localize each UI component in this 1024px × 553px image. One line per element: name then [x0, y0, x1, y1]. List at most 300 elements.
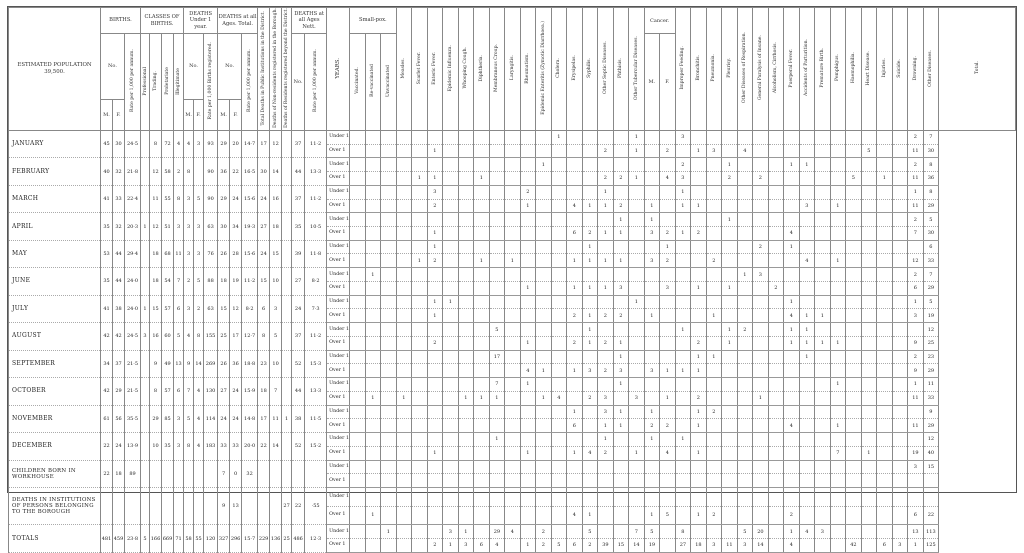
cause-cell: [846, 433, 862, 447]
cause-label-whooping-cough: Whooping Cough.: [463, 47, 469, 89]
cell-ar: 14·7: [242, 130, 258, 157]
births-rate-header: [125, 34, 141, 131]
cause-cell: 33: [923, 391, 939, 405]
cause-cell: 4: [660, 446, 676, 460]
cell-bm: 53: [101, 240, 113, 267]
cause-cell: [768, 254, 784, 268]
cause-cell: 19: [923, 309, 939, 323]
cause-cell: [598, 506, 614, 525]
cause-cell: [567, 185, 583, 199]
cell-cp: 1: [141, 213, 150, 240]
cause-cell: [815, 185, 831, 199]
cause-cell: [768, 474, 784, 488]
cause-cell: [458, 254, 474, 268]
cell-ct: 166: [150, 525, 162, 553]
cause-cell: [815, 419, 831, 433]
cell-ci: 71: [174, 525, 184, 553]
cell-dr: 63: [204, 295, 218, 322]
cause-cell: 1: [675, 199, 691, 213]
cause-cell: [567, 474, 583, 488]
cause-cell: [551, 460, 567, 474]
cell-bm: 45: [101, 130, 113, 157]
cell-nrate: 11·2: [305, 130, 327, 157]
cause-header-suicide: [892, 8, 908, 131]
cause-cell: [830, 538, 846, 552]
cause-cell: 1: [675, 323, 691, 337]
cause-cell: [365, 254, 381, 268]
cause-cell: 2: [536, 525, 552, 539]
cell-dn: 3: [184, 240, 194, 267]
cause-cell: 2: [706, 254, 722, 268]
cause-cell: [815, 213, 831, 227]
cause-cell: [830, 227, 846, 241]
cause-cell: [350, 323, 366, 337]
cause-cell: [892, 295, 908, 309]
cause-cell: 1: [598, 227, 614, 241]
cause-cell: 15: [613, 538, 629, 552]
cell-am: 27: [218, 378, 230, 405]
cause-cell: 1: [412, 254, 428, 268]
cause-cell: [846, 213, 862, 227]
cause-cell: [706, 268, 722, 282]
cause-cell: [722, 446, 738, 460]
cause-cell: [396, 199, 412, 213]
cell-nrate: 11·2: [305, 185, 327, 212]
cause-cell: 1: [784, 240, 800, 254]
cause-cell: [644, 474, 660, 488]
cause-cell: 4: [520, 364, 536, 378]
cause-cell: [396, 538, 412, 552]
cell-af: 19: [230, 268, 242, 295]
cause-cell: [815, 295, 831, 309]
cause-cell: 2: [582, 227, 598, 241]
cause-label-measles: Measles.: [401, 57, 407, 79]
cause-cell: [815, 199, 831, 213]
cell-bf: 30: [113, 130, 125, 157]
cause-cell: [753, 130, 769, 144]
cause-header-enteric-fever: [427, 8, 443, 131]
deaths-u1-m-header: M.: [184, 99, 194, 130]
cause-cell: [427, 405, 443, 419]
public-institutions-label: Total Deaths in Public Institutions in the District.: [261, 10, 267, 126]
cause-cell: [737, 240, 753, 254]
cell-bf: 56: [113, 405, 125, 432]
cause-cell: [396, 460, 412, 474]
cause-cell: [567, 158, 583, 172]
cause-label-other-diseases: Other Diseases.: [928, 49, 934, 87]
cause-cell: [396, 295, 412, 309]
cause-cell: [892, 323, 908, 337]
cause-cell: 1: [644, 213, 660, 227]
cause-cell: [381, 487, 397, 506]
cause-cell: [365, 446, 381, 460]
cause-cell: 6: [567, 538, 583, 552]
cause-cell: [768, 405, 784, 419]
cell-am: 327: [218, 525, 230, 553]
cause-cell: [629, 309, 645, 323]
cause-cell: [660, 295, 676, 309]
cause-cell: 5: [861, 144, 877, 158]
cause-label-parturition: Accidents of Parturition.: [804, 39, 810, 97]
cause-cell: [443, 433, 459, 447]
cause-cell: [908, 323, 924, 337]
cause-cell: [458, 446, 474, 460]
cell-dm: [194, 487, 204, 524]
cause-cell: [505, 538, 521, 552]
cause-cell: [505, 268, 521, 282]
cause-cell: [722, 144, 738, 158]
cause-cell: 1: [784, 525, 800, 539]
cell-br: 24·5: [125, 323, 141, 350]
cause-cell: [675, 281, 691, 295]
cause-cell: [412, 446, 428, 460]
cause-cell: [753, 213, 769, 227]
cell-bm: 481: [101, 525, 113, 553]
cause-cell: 29: [923, 199, 939, 213]
cause-cell: 2: [598, 144, 614, 158]
cell-cl: 72: [162, 130, 174, 157]
cause-cell: [613, 144, 629, 158]
cause-cell: [892, 405, 908, 419]
cell-ci: 3: [174, 433, 184, 460]
cause-cell: [520, 350, 536, 364]
cause-cell: 2: [691, 227, 707, 241]
cause-cell: [474, 419, 490, 433]
cause-cell: 3: [613, 281, 629, 295]
cause-cell: [458, 460, 474, 474]
cause-cell: [582, 419, 598, 433]
cell-bm: 61: [101, 405, 113, 432]
cause-cell: [722, 460, 738, 474]
cause-cell: [706, 419, 722, 433]
cause-cell: [691, 213, 707, 227]
cell-nn: 22: [292, 487, 305, 524]
cause-cell: [365, 538, 381, 552]
cause-header-pleurisy: [722, 8, 738, 131]
cause-cell: [350, 268, 366, 282]
cause-cell: 1: [830, 378, 846, 392]
cause-cell: [660, 130, 676, 144]
cause-cell: [784, 433, 800, 447]
cell-dm: 2: [194, 295, 204, 322]
cause-cell: [799, 419, 815, 433]
cause-cell: [722, 130, 738, 144]
cause-cell: [443, 240, 459, 254]
cause-cell: [489, 130, 505, 144]
cause-cell: 1: [613, 213, 629, 227]
cell-am: 7: [218, 460, 230, 487]
cause-cell: [815, 227, 831, 241]
cause-cell: [458, 405, 474, 419]
year-label-over-1: Over 1: [327, 254, 350, 268]
cell-bm: 34: [101, 350, 113, 377]
cause-label-paralysis: General Paralysis of Insane.: [757, 35, 763, 101]
cause-cell: [830, 158, 846, 172]
year-label-over-1: Over 1: [327, 309, 350, 323]
cause-header-phthisis: [613, 8, 629, 131]
cause-cell: [815, 487, 831, 506]
cause-cell: [830, 474, 846, 488]
cell-cp: 5: [141, 525, 150, 553]
cause-cell: [892, 144, 908, 158]
cell-ci: 8: [174, 185, 184, 212]
cause-cell: [644, 446, 660, 460]
cell-bm: 42: [101, 378, 113, 405]
cause-cell: [846, 460, 862, 474]
cell-dr: 63: [204, 213, 218, 240]
table-row: [9, 240, 1016, 254]
cause-cell: [427, 487, 443, 506]
cause-cell: [815, 378, 831, 392]
cause-cell: 2: [598, 309, 614, 323]
cause-cell: [567, 378, 583, 392]
cause-cell: [861, 391, 877, 405]
cause-label-pneumonia: Pneumonia.: [711, 54, 717, 82]
cause-cell: [412, 538, 428, 552]
cell-ci: 6: [174, 378, 184, 405]
cause-cell: [458, 378, 474, 392]
cause-cell: [520, 227, 536, 241]
cause-cell: [768, 350, 784, 364]
cause-label-syphilis: Syphilis.: [587, 58, 593, 78]
cause-cell: [582, 405, 598, 419]
cause-cell: [582, 378, 598, 392]
cause-cell: 2: [598, 172, 614, 186]
cell-ct: 29: [150, 405, 162, 432]
cause-cell: [536, 213, 552, 227]
cause-header-diphtheria: [474, 8, 490, 131]
cause-cell: [365, 419, 381, 433]
cause-cell: 2: [598, 446, 614, 460]
cause-cell: [737, 474, 753, 488]
cause-cell: 1: [737, 268, 753, 282]
cause-cell: [691, 460, 707, 474]
cell-dm: 3: [194, 130, 204, 157]
cause-cell: [830, 323, 846, 337]
cause-cell: [877, 268, 893, 282]
cause-cell: 2: [753, 172, 769, 186]
cause-cell: [520, 144, 536, 158]
cause-cell: [660, 268, 676, 282]
cause-label-suicide: Suicide.: [897, 58, 903, 78]
cause-cell: 9: [908, 364, 924, 378]
cause-cell: 1: [582, 199, 598, 213]
cause-cell: [768, 433, 784, 447]
births-m-header: M.: [101, 99, 113, 130]
cause-cell: 1: [365, 391, 381, 405]
cause-cell: [846, 158, 862, 172]
cell-rb: 1: [282, 405, 292, 432]
cause-cell: [892, 281, 908, 295]
cause-cell: [753, 433, 769, 447]
cause-cell: [536, 487, 552, 506]
cause-cell: [412, 158, 428, 172]
cause-cell: [396, 525, 412, 539]
cause-label-puerperal: Puerperal Fever.: [788, 48, 794, 88]
cause-cell: [830, 350, 846, 364]
cause-cell: 2: [613, 172, 629, 186]
cause-cell: 29: [923, 419, 939, 433]
cause-cell: [365, 185, 381, 199]
cause-cell: [706, 281, 722, 295]
cause-cell: [520, 323, 536, 337]
cause-cell: [365, 281, 381, 295]
cause-cell: [381, 213, 397, 227]
cause-cell: 1: [629, 130, 645, 144]
cause-cell: [629, 364, 645, 378]
cell-ar: 8·2: [242, 295, 258, 322]
cause-cell: [381, 350, 397, 364]
cause-cell: [660, 350, 676, 364]
cause-cell: 3: [753, 268, 769, 282]
year-label-under-1: Under 1: [327, 268, 350, 282]
cell-dm: 5: [194, 185, 204, 212]
cell-dm: 4: [194, 433, 204, 460]
cause-cell: [892, 391, 908, 405]
cause-label-phthisis: Phthisis.: [618, 57, 624, 78]
cause-cell: [365, 525, 381, 539]
cause-cell: 1: [598, 433, 614, 447]
cause-cell: [412, 309, 428, 323]
cause-cell: [567, 391, 583, 405]
cell-bf: 37: [113, 350, 125, 377]
cause-cell: 1: [722, 158, 738, 172]
cause-cell: [861, 433, 877, 447]
cause-cell: [815, 130, 831, 144]
cause-cell: [443, 227, 459, 241]
cause-cell: 4: [567, 506, 583, 525]
cause-cell: [443, 254, 459, 268]
cause-cell: [629, 199, 645, 213]
cause-cell: [784, 130, 800, 144]
deaths-all-ages-total-header: DEATHS at all Ages. Total.: [218, 8, 258, 34]
cell-nn: 52: [292, 350, 305, 377]
deaths-u1-rate-label: Rate per 1,000 Births registered.: [208, 42, 214, 120]
cause-cell: 1: [567, 405, 583, 419]
cause-cell: [582, 144, 598, 158]
cause-cell: 29: [489, 525, 505, 539]
cell-nrate: 13·3: [305, 378, 327, 405]
cell-cp: [141, 268, 150, 295]
cause-cell: [350, 130, 366, 144]
cell-nn: 37: [292, 130, 305, 157]
cause-cell: [505, 144, 521, 158]
cell-br: 21·5: [125, 378, 141, 405]
cause-header-other-diseases: [923, 8, 939, 131]
cause-cell: [877, 240, 893, 254]
classes-of-births-header: CLASSES OF BIRTHS.: [141, 8, 184, 34]
cause-header-parturition: [799, 8, 815, 131]
non-residents-header: [270, 8, 282, 131]
cause-cell: 1: [613, 227, 629, 241]
cause-cell: [551, 419, 567, 433]
cell-bm: 35: [101, 213, 113, 240]
cause-cell: [706, 240, 722, 254]
cell-nrate: 13·3: [305, 158, 327, 185]
cause-cell: [474, 487, 490, 506]
cause-cell: [644, 240, 660, 254]
cause-cell: 1: [582, 240, 598, 254]
cause-cell: [861, 158, 877, 172]
cause-cell: [737, 487, 753, 506]
cause-cell: [520, 213, 536, 227]
cause-cell: [737, 199, 753, 213]
cell-cl: 57: [162, 378, 174, 405]
cell-nn: 44: [292, 378, 305, 405]
cause-cell: [412, 350, 428, 364]
cause-cell: [753, 405, 769, 419]
cause-cell: [768, 391, 784, 405]
year-label-under-1: Under 1: [327, 378, 350, 392]
cause-cell: [582, 295, 598, 309]
cause-cell: [861, 474, 877, 488]
cause-cell: [567, 144, 583, 158]
cause-cell: [908, 487, 924, 506]
cause-cell: [877, 364, 893, 378]
cause-cell: 23: [923, 350, 939, 364]
cause-cell: [722, 506, 738, 525]
cause-header-scarlet-fever: [412, 8, 428, 131]
cause-header-measles: [396, 8, 412, 131]
cell-pi: 23: [258, 350, 270, 377]
cause-cell: [830, 130, 846, 144]
cause-cell: [567, 295, 583, 309]
cause-cell: [350, 474, 366, 488]
cause-cell: [551, 474, 567, 488]
cause-cell: [877, 525, 893, 539]
cause-cell: 1: [613, 350, 629, 364]
cause-cell: [737, 295, 753, 309]
cause-cell: [753, 364, 769, 378]
cause-cell: [846, 525, 862, 539]
cause-cell: [350, 240, 366, 254]
cause-header-tubercular: [629, 8, 645, 131]
cause-cell: [381, 281, 397, 295]
cause-cell: [551, 227, 567, 241]
cause-cell: [892, 199, 908, 213]
cause-cell: [722, 199, 738, 213]
cause-cell: [846, 199, 862, 213]
cause-cell: [505, 446, 521, 460]
cause-cell: [675, 405, 691, 419]
cause-cell: [722, 378, 738, 392]
cell-rb: [282, 130, 292, 157]
cause-cell: [474, 185, 490, 199]
table-row: [9, 405, 1016, 419]
cause-header-injuries: [877, 8, 893, 131]
cause-cell: [598, 350, 614, 364]
cause-cell: [768, 144, 784, 158]
cause-cell: 1: [474, 254, 490, 268]
cause-cell: 1: [644, 405, 660, 419]
cause-cell: [350, 172, 366, 186]
cell-af: 24: [230, 405, 242, 432]
cause-cell: 5: [551, 538, 567, 552]
cause-cell: [877, 199, 893, 213]
cause-cell: [892, 130, 908, 144]
cause-cell: 2: [768, 281, 784, 295]
cause-header-erysipelas: [567, 8, 583, 131]
cause-label-heart-disease: Heart Disease.: [866, 50, 872, 86]
cell-nr: 14: [270, 433, 282, 460]
cell-rb: [282, 378, 292, 405]
row-label: MAY: [9, 240, 101, 267]
cell-pi: 15: [258, 268, 270, 295]
cell-ct: 8: [150, 378, 162, 405]
cause-cell: [784, 144, 800, 158]
cell-rb: [282, 433, 292, 460]
year-label-over-1: Over 1: [327, 227, 350, 241]
